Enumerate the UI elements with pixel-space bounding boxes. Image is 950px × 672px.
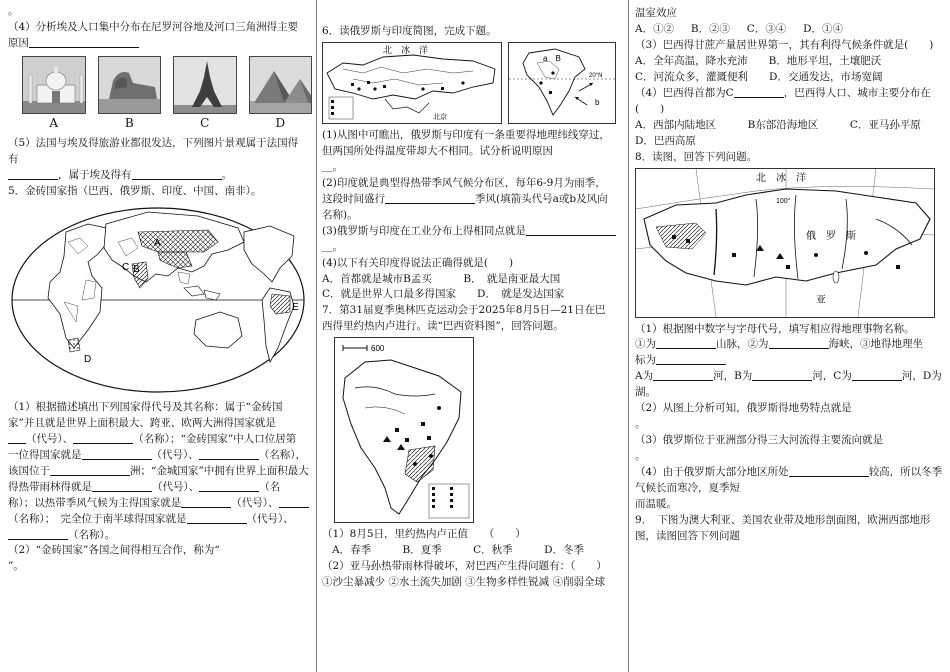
sub-question-1-line: （代号）、 （名称）；“金砖国家”中人口位居第 (8, 432, 312, 448)
answer-blank[interactable] (50, 464, 130, 476)
option-B[interactable]: B．夏季 (402, 544, 442, 557)
map-label-B: B (133, 263, 140, 275)
photo-pyramids (249, 56, 313, 114)
q7-4-text: ( ) (635, 102, 665, 115)
q8-4-text: 气候长而寒冷，夏季短 (635, 482, 740, 495)
q7-3-options (635, 70, 943, 86)
sub-question-2-text: （2）“金砖国家”各国之间得相互合作，称为“ (8, 544, 220, 557)
map-label-E: E (292, 301, 299, 313)
q8-4-text: 而温暖。 (635, 498, 677, 511)
option-D[interactable]: D．冬季 (544, 544, 584, 557)
q6-4-options (322, 287, 624, 303)
photo-labels (22, 114, 312, 132)
q7-4-line: （4）巴西得首都为C ，巴西得人口、城市主要分布在 (635, 86, 931, 99)
question-9-title: 9． 下图为澳大利亚、美国农业带及地形剖面图，欧洲西部地形 (635, 513, 931, 526)
sub-question-1-text: （1）根据描述填出下列国家得代号及其名称：属于“金砖国 (8, 400, 283, 413)
question-6-title: 6．读俄罗斯与印度简图，完成下题。 (322, 25, 497, 37)
option-B[interactable]: B．②③ (690, 22, 731, 35)
option-D[interactable]: D．交通发达，市场宽阔 (769, 70, 883, 83)
photo-label: B (124, 115, 134, 130)
option-C[interactable]: C．秋季 (473, 544, 513, 557)
option-B[interactable]: B．地形平坦，土壤肥沃 (768, 54, 882, 67)
q8-3-text: 。 (635, 450, 646, 463)
q8-2-text: （2）从图上分析可知，俄罗斯得地势特点就是 (635, 402, 852, 415)
option-B[interactable]: B． 就是南亚最大国 (463, 272, 561, 285)
map-label-C: C (122, 261, 130, 273)
option-C[interactable]: C．就是世界人口最多得国家 (322, 288, 457, 301)
option-D[interactable]: D． 就是发达国家 (477, 288, 565, 301)
answer-blank[interactable] (92, 480, 152, 492)
q6-2-line: 这段时间盛行 季风(填箭头代号a或b及风向 (322, 192, 608, 205)
q6-2-text: 名称)。 (322, 208, 358, 221)
map-label-D: D (84, 353, 92, 365)
sub-question-1-line: 称）；以热带季风气候为主得国家就是 （代号）、 (8, 496, 312, 512)
q8-1-line: A为 河，B为 河，C为 河，D为 (635, 370, 942, 383)
world-map-figure (8, 202, 308, 398)
q8-1-line: ①为 山脉，②为 海峡，③地得地理坐 (635, 338, 923, 351)
q7-3-text: （3）巴西得甘蔗产量居世界第一，其有利得气候条件就是( ) (635, 38, 934, 51)
q7-2-text: （2）亚马孙热带雨林得破坏，对巴西产生得问题有：（ ） (322, 560, 607, 573)
option-D[interactable]: D．巴西高原 (635, 134, 696, 147)
option-C[interactable]: C．亚马孙平原 (849, 118, 921, 131)
question-5-sub-answer: 有 (8, 153, 19, 166)
india-map (508, 42, 616, 124)
q8-1-text: 湖。 (635, 386, 656, 399)
q7-2-choices (635, 22, 943, 38)
option-A[interactable]: A．西部内陆地区 (635, 118, 717, 131)
q6-1-text: ＿。 (322, 160, 343, 173)
photo-label: A (49, 115, 59, 130)
option-B[interactable]: B东部沿海地区 (747, 118, 819, 131)
column-divider (316, 0, 317, 672)
option-A[interactable]: A．全年高温，降水充沛 (635, 54, 748, 67)
answer-blank[interactable] (187, 512, 247, 524)
question-7-title: 西得里约热内卢进行。读“巴西资料图”，回答问题。 (322, 320, 564, 333)
q7-1-options (322, 543, 624, 559)
sub-question-2-text: ”。 (8, 560, 24, 573)
sub-question-1-line: （名称）。 (8, 528, 312, 544)
answer-blank[interactable] (385, 192, 475, 204)
answer-blank[interactable] (199, 480, 259, 492)
answer-blank[interactable] (752, 369, 812, 381)
q7-4-options (635, 118, 943, 134)
q8-3-text: （3）俄罗斯位于亚洲部分得三大河流得主要流向就是 (635, 434, 884, 447)
photo-label: C (200, 115, 210, 130)
answer-blank[interactable] (656, 353, 726, 365)
q8-2-text: 。 (635, 418, 646, 431)
q6-4-options (322, 272, 624, 288)
map-label-russia: 俄 罗 斯 (806, 230, 856, 242)
question-8-title: 8．读图，回答下列问题。 (635, 150, 758, 163)
latitude-label: 20°N (589, 72, 603, 79)
sub-question-1-line: 得热带雨林得就是 （代号）、 （名 (8, 480, 281, 493)
question-4-answer-line: 原因 (8, 36, 312, 52)
answer-blank[interactable] (199, 448, 259, 460)
answer-blank[interactable] (8, 528, 68, 540)
option-A[interactable]: A．①② (635, 22, 675, 35)
photo-taj-mahal (22, 56, 86, 114)
question-5-sub-answer: ，属于埃及得有 。 (8, 168, 312, 184)
sub-question-1-line: （名称）； 完全位于南半球得国家就是 （代号）、 (8, 512, 294, 525)
q7-1-text: （1）8月5日，里约热内卢正值 （ ） (322, 528, 526, 541)
option-C[interactable]: C．③④ (746, 22, 787, 35)
russia-india-maps (322, 42, 624, 124)
answer-blank[interactable] (526, 224, 616, 236)
answer-blank[interactable] (8, 168, 58, 180)
q8-1-text: （1）根据图中数字与字母代号，填写相应得地理事物名称。 (635, 322, 915, 335)
q6-2-text: (2)印度就是典型得热带季风气候分布区，每年6-9月为雨季， (322, 176, 606, 189)
answer-blank[interactable] (132, 168, 222, 180)
map-label-beijing: 北京 (433, 112, 447, 121)
continued-text: 温室效应 (635, 7, 677, 19)
question-4-text: （4）分析埃及人口集中分布在尼罗河谷地及河口三角洲得主要 (8, 20, 299, 33)
russia-detail-map (635, 168, 935, 318)
option-A[interactable]: A．首都就是城市B孟买 (322, 272, 432, 285)
scale-label: 600 (371, 344, 385, 354)
q6-3-line: (3)俄罗斯与印度在工业分布上得相同点就是 (322, 224, 624, 240)
column-left (8, 0, 312, 672)
q8-1-line: 标为 (635, 353, 943, 369)
answer-blank[interactable] (73, 432, 133, 444)
map-label-longitude: 100° (776, 197, 791, 205)
sub-question-1-text: 家”并且就是世界上面积最大、跨亚、欧两大洲得国家就是 (8, 416, 276, 429)
answer-blank[interactable] (769, 337, 829, 349)
landmark-photos (22, 56, 312, 114)
answer-blank[interactable] (789, 465, 869, 477)
brazil-map (334, 337, 474, 523)
answer-blank[interactable] (82, 448, 152, 460)
stray-mark: 。 (8, 5, 19, 17)
question-7-title: 7．第31届夏季奥林匹克运动会于2025年8月5日—21日在巴 (322, 304, 606, 317)
column-right (635, 0, 943, 672)
column-middle (322, 0, 624, 672)
sub-question-1-line: 该国位于 洲；“金城国家”中拥有世界上面积最大 (8, 464, 309, 477)
india-map-label: b (595, 97, 600, 107)
answer-blank[interactable] (656, 337, 716, 349)
india-map-label: a B (543, 53, 561, 63)
photo-eiffel-tower (173, 56, 237, 114)
q8-4-line: （4）由于俄罗斯大部分地区所处 较高，所以冬季 (635, 466, 943, 479)
option-C[interactable]: C．河流众多，灌溉便利 (635, 70, 749, 83)
russia-map (322, 42, 502, 124)
photo-sphinx (98, 56, 162, 114)
answer-blank[interactable] (181, 496, 231, 508)
option-D[interactable]: D．①④ (803, 22, 843, 35)
answer-blank[interactable] (653, 369, 713, 381)
answer-blank[interactable] (734, 86, 784, 98)
answer-blank[interactable] (852, 369, 902, 381)
q7-2-options: ①沙尘暴减少 ②水土流失加剧 ③生物多样性锐减 ④削弱全球 (322, 576, 606, 589)
map-label-asia: 亚 (816, 294, 826, 306)
answer-blank[interactable] (8, 432, 26, 444)
answer-blank[interactable] (279, 496, 309, 508)
question-5-sub-text: （5）法国与埃及得旅游业都很发达，下列图片景观属于法国得 (8, 137, 299, 150)
question-5-title: 5．金砖国家指（巴西、俄罗斯、印度、中国、南非）。 (8, 184, 262, 197)
map-label-arctic: 北 冰 洋 (383, 45, 429, 56)
q6-1-text: (1)从图中可瞧出，俄罗斯与印度有一条重要得地理纬线穿过， (322, 128, 610, 141)
q7-3-options (635, 54, 943, 70)
q6-3-text: ＿。 (322, 240, 343, 253)
map-label-arctic: 北 冰 洋 (756, 172, 806, 184)
q6-1-text: 但两国所处得温度带却大不相同。试分析说明原因 (322, 144, 553, 157)
question-9-title: 图，读图回答下列问题 (635, 529, 740, 542)
photo-label: D (275, 115, 286, 130)
column-divider (628, 0, 629, 672)
q6-4-text: (4)以下有关印度得说法正确得就是( ) (322, 256, 514, 269)
answer-blank[interactable] (29, 36, 139, 48)
sub-question-1-line: 一位得国家就是 （代号）、 （名称）， (8, 448, 306, 461)
option-A[interactable]: A．春季 (332, 544, 372, 557)
map-label-A: A (154, 237, 161, 249)
